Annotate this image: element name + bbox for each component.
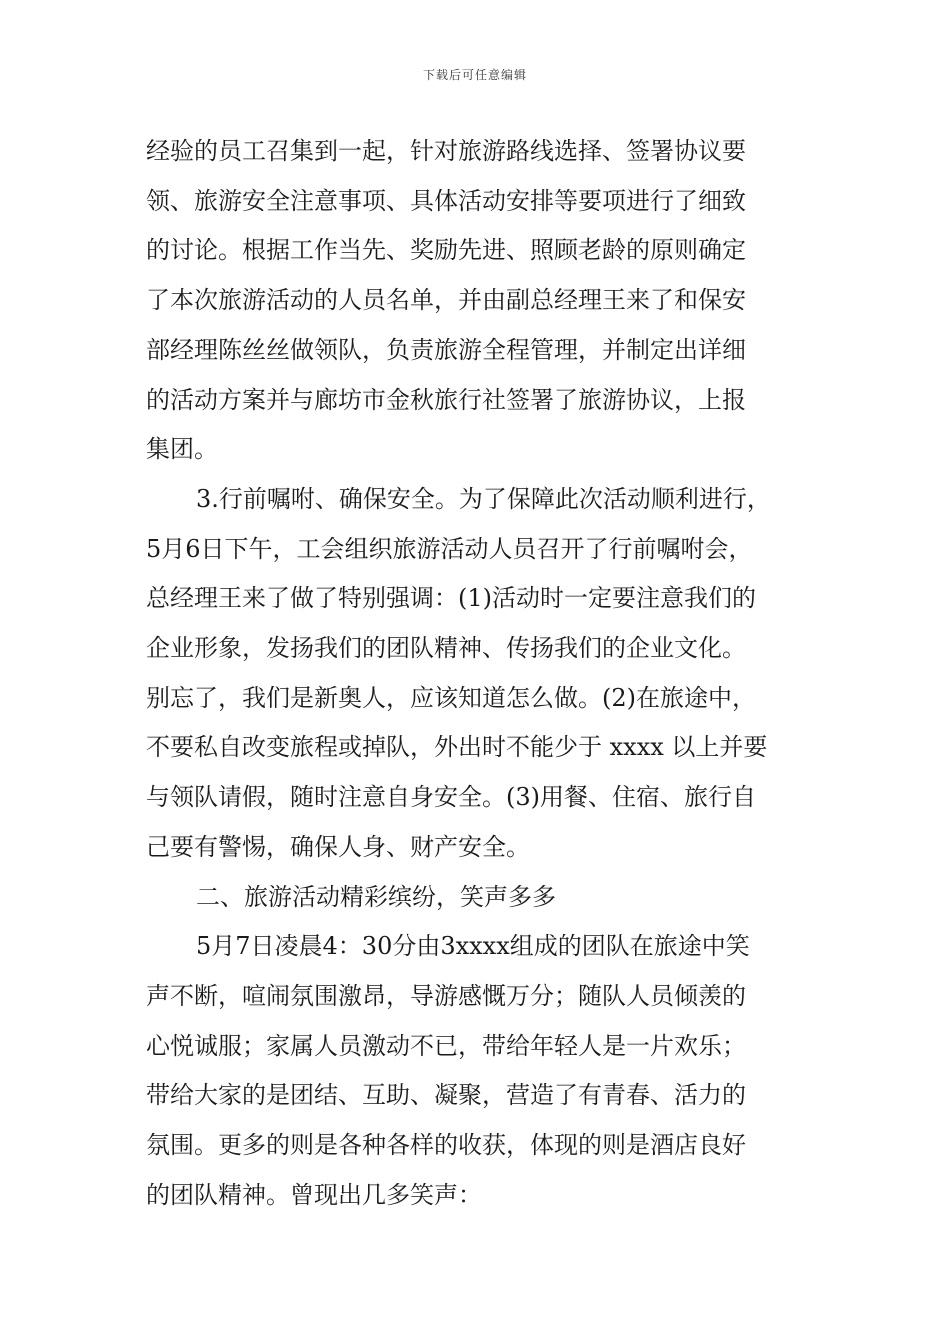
text-line: 带给大家的是团结、互助、凝聚，营造了有青春、活力的 (146, 1081, 746, 1109)
text-line: 不要私自改变旅程或掉队，外出时不能少于 xxxx 以上并要 (146, 733, 768, 761)
text-line: 总经理王来了做了特别强调：(1)活动时一定要注意我们的 (146, 584, 756, 612)
text-line: 别忘了，我们是新奥人，应该知道怎么做。(2)在旅途中， (146, 684, 756, 712)
text-line: 二、旅游活动精彩缤纷，笑声多多 (196, 883, 556, 911)
text-line: 了本次旅游活动的人员名单，并由副总经理王来了和保安 (146, 286, 746, 314)
text-line: 的团队精神。曾现出几多笑声： (146, 1181, 482, 1209)
text-line: 企业形象，发扬我们的团队精神、传扬我们的企业文化。 (146, 634, 746, 662)
page-header-note: 下载后可任意编辑 (422, 68, 527, 82)
text-line: 心悦诚服；家属人员激动不已，带给年轻人是一片欢乐； (146, 1032, 746, 1060)
text-line: 集团。 (146, 435, 218, 463)
text-line: 与领队请假，随时注意自身安全。(3)用餐、住宿、旅行自 (146, 783, 756, 811)
text-line: 5月6日下午，工会组织旅游活动人员召开了行前嘱咐会， (146, 535, 753, 563)
text-line: 领、旅游安全注意事项、具体活动安排等要项进行了细致 (146, 187, 746, 215)
text-line: 部经理陈丝丝做领队，负责旅游全程管理，并制定出详细 (146, 336, 746, 364)
text-line: 的活动方案并与廊坊市金秋旅行社签署了旅游协议，上报 (146, 386, 746, 414)
text-line: 氛围。更多的则是各种各样的收获，体现的则是酒店良好 (146, 1131, 746, 1159)
text-line: 的讨论。根据工作当先、奖励先进、照顾老龄的原则确定 (146, 236, 746, 264)
text-line: 3.行前嘱咐、确保安全。为了保障此次活动顺利进行， (196, 485, 771, 513)
text-line: 经验的员工召集到一起，针对旅游路线选择、签署协议要 (146, 137, 746, 165)
text-line: 5月7日凌晨4：30分由3xxxx组成的团队在旅途中笑 (196, 932, 750, 960)
text-line: 己要有警惕，确保人身、财产安全。 (146, 833, 530, 861)
text-line: 声不断，喧闹氛围激昂，导游感慨万分；随队人员倾羡的 (146, 982, 746, 1010)
